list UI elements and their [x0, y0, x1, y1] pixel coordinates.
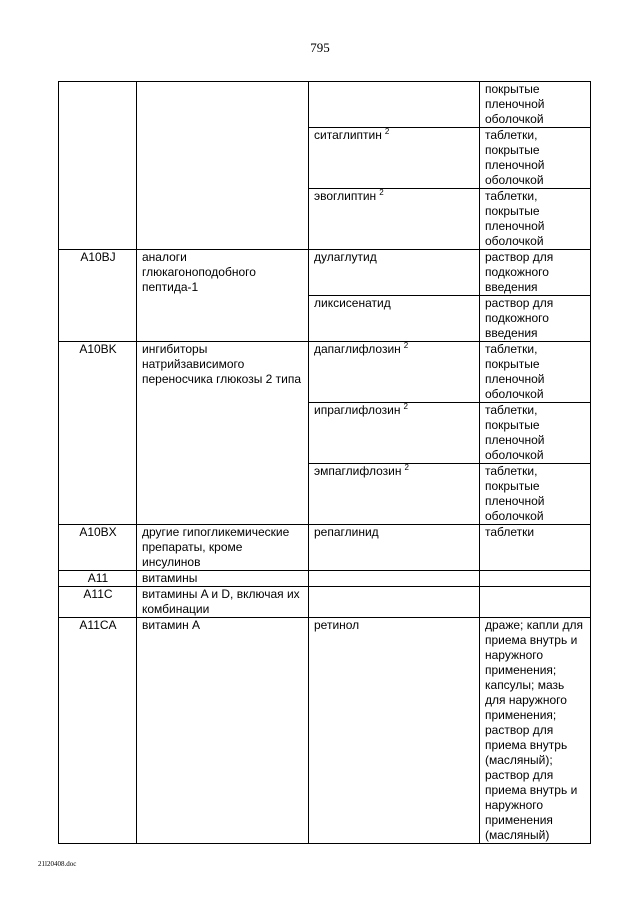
drug-cell — [309, 571, 480, 587]
form-cell — [480, 403, 591, 464]
group-name: другие гипогликемические препараты, кроме инсулинов — [142, 525, 290, 569]
drug-cell — [309, 525, 480, 571]
table-row — [59, 250, 591, 296]
document-filename: 21l20408.doc — [38, 860, 77, 868]
dosage-form: таблетки, покрытые пленочной оболочкой — [485, 342, 545, 401]
group-cell — [137, 342, 309, 525]
table-row — [59, 342, 591, 403]
atc-code-cell — [59, 571, 137, 587]
drug-footnote: 2 — [384, 127, 390, 136]
dosage-form: драже; капли для приема внутрь и наружного применения; капсулы; мазь для наружного применения; раствор для приема внутрь (масляный); раствор для приема внутрь и наружного применения (масляный) — [485, 618, 583, 842]
dosage-form: таблетки, покрытые пленочной оболочкой — [485, 128, 545, 187]
drug-cell — [309, 128, 480, 189]
drug-cell — [309, 403, 480, 464]
atc-code: A11CA — [79, 618, 117, 632]
drug-footnote: 2 — [404, 463, 409, 472]
table-row — [59, 571, 591, 587]
page-number: 795 — [310, 40, 330, 55]
group-cell — [137, 82, 309, 250]
drug-cell — [309, 618, 480, 844]
form-cell — [480, 128, 591, 189]
group-name: витамины — [142, 571, 198, 585]
group-name: аналоги глюкагоноподобного пептида-1 — [142, 250, 256, 294]
drug-table — [58, 81, 591, 844]
drug-name: эвоглиптин — [314, 189, 377, 203]
atc-code-cell — [59, 618, 137, 844]
group-name: витамин A — [142, 618, 201, 632]
dosage-form: таблетки, покрытые пленочной оболочкой — [485, 189, 545, 248]
drug-name: ликсисенатид — [314, 296, 391, 310]
group-cell — [137, 618, 309, 844]
atc-code: A10BK — [79, 342, 117, 356]
form-cell — [480, 82, 591, 128]
atc-code-cell — [59, 342, 137, 525]
atc-code: A10BJ — [80, 250, 116, 264]
group-name: витамины A и D, включая их комбинации — [142, 587, 300, 616]
drug-cell — [309, 464, 480, 525]
dosage-form: таблетки — [485, 525, 535, 539]
table-row — [59, 618, 591, 844]
group-cell — [137, 587, 309, 618]
atc-code: A10BX — [79, 525, 117, 539]
drug-cell — [309, 189, 480, 250]
drug-name: ситаглиптин — [314, 128, 382, 142]
atc-code: A11 — [87, 571, 109, 585]
atc-code-cell — [59, 587, 137, 618]
drug-name: репаглинид — [314, 525, 379, 539]
dosage-form: раствор для подкожного введения — [485, 296, 554, 340]
form-cell — [480, 189, 591, 250]
drug-cell — [309, 296, 480, 342]
form-cell — [480, 618, 591, 844]
drug-name: дапаглифлозин — [314, 342, 401, 356]
form-cell — [480, 571, 591, 587]
dosage-form: таблетки, покрытые пленочной оболочкой — [485, 464, 545, 523]
atc-code: A11C — [83, 587, 113, 601]
drug-name: эмпаглифлозин — [314, 464, 402, 478]
drug-footnote: 2 — [403, 341, 409, 350]
table-row — [59, 587, 591, 618]
group-cell — [137, 571, 309, 587]
group-name: ингибиторы натрийзависимого переносчика глюкозы 2 типа — [142, 342, 302, 386]
table-row — [59, 525, 591, 571]
drug-name: ретинол — [314, 618, 360, 632]
drug-name: ипраглифлозин — [314, 403, 401, 417]
dosage-form: раствор для подкожного введения — [485, 250, 554, 294]
form-cell — [480, 250, 591, 296]
drug-cell — [309, 82, 480, 128]
table-row — [59, 82, 591, 128]
group-cell — [137, 250, 309, 342]
drug-footnote: 2 — [403, 402, 408, 411]
drug-cell — [309, 342, 480, 403]
atc-code-cell — [59, 525, 137, 571]
dosage-form: таблетки, покрытые пленочной оболочкой — [485, 403, 545, 462]
drug-name: дулаглутид — [314, 250, 377, 264]
form-cell — [480, 464, 591, 525]
drug-footnote: 2 — [379, 188, 384, 197]
drug-cell — [309, 250, 480, 296]
form-cell — [480, 296, 591, 342]
atc-code-cell — [59, 250, 137, 342]
form-cell — [480, 587, 591, 618]
form-cell — [480, 525, 591, 571]
drug-cell — [309, 587, 480, 618]
dosage-form: покрытые пленочной оболочкой — [485, 82, 545, 126]
group-cell — [137, 525, 309, 571]
form-cell — [480, 342, 591, 403]
atc-code-cell — [59, 82, 137, 250]
